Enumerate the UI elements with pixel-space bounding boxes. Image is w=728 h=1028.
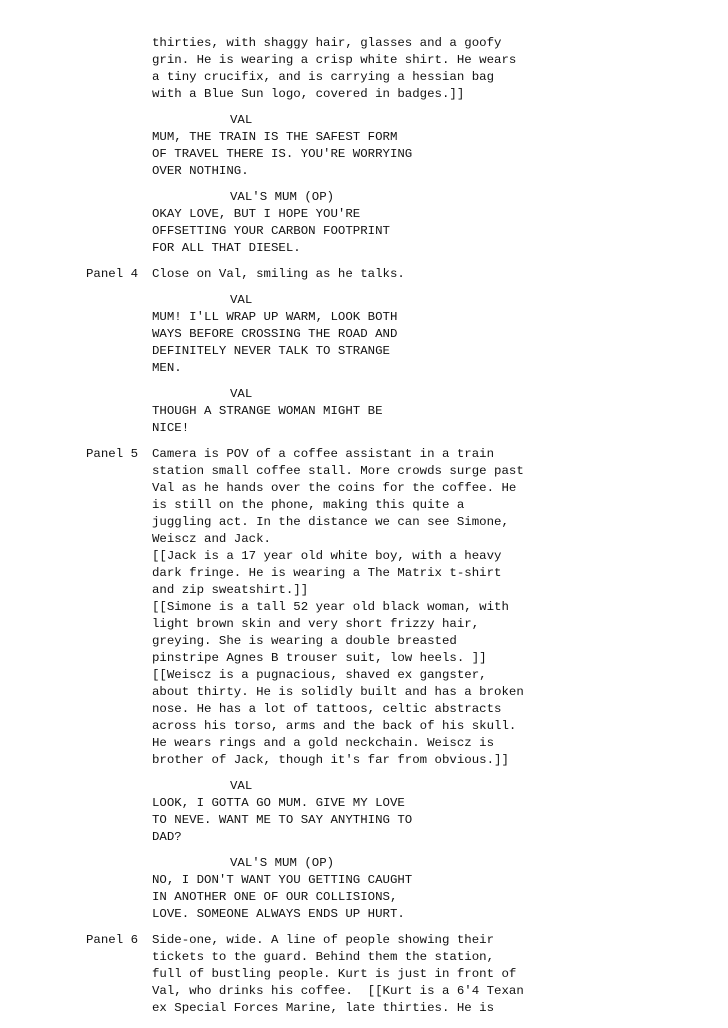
panel-label: Panel 5 (86, 447, 139, 461)
dialogue-line: DAD? (152, 830, 182, 844)
description-line: Val, who drinks his coffee. [[Kurt is a 6'4 Texan (152, 984, 524, 998)
description-line: across his torso, arms and the back of his skull. (152, 719, 517, 733)
description-line: [[Simone is a tall 52 year old black woman, with (152, 600, 509, 614)
dialogue-line: MEN. (152, 361, 182, 375)
description-line: and zip sweatshirt.]] (152, 583, 309, 597)
speaker-name: VAL'S MUM (OP) (230, 856, 335, 870)
description-line: a tiny crucifix, and is carrying a hessian bag (152, 70, 495, 84)
dialogue-line: DEFINITELY NEVER TALK TO STRANGE (152, 344, 390, 358)
speaker-name: VAL (230, 387, 253, 401)
description-line: with a Blue Sun logo, covered in badges.]] (152, 87, 465, 101)
description-line: Close on Val, smiling as he talks. (152, 267, 405, 281)
description-line: dark fringe. He is wearing a The Matrix t-shirt (152, 566, 502, 580)
dialogue-line: LOVE. SOMEONE ALWAYS ENDS UP HURT. (152, 907, 405, 921)
speaker-name: VAL'S MUM (OP) (230, 190, 335, 204)
description-line: about thirty. He is solidly built and has a broken (152, 685, 524, 699)
description-line: He wears rings and a gold neckchain. Weiscz is (152, 736, 495, 750)
description-line: tickets to the guard. Behind them the station, (152, 950, 495, 964)
description-line: full of bustling people. Kurt is just in front of (152, 967, 517, 981)
description-line: greying. She is wearing a double breasted (152, 634, 457, 648)
dialogue-line: NICE! (152, 421, 190, 435)
dialogue-line: FOR ALL THAT DIESEL. (152, 241, 301, 255)
description-line: Weiscz and Jack. (152, 532, 271, 546)
speaker-name: VAL (230, 779, 253, 793)
dialogue-line: OKAY LOVE, BUT I HOPE YOU'RE (152, 207, 361, 221)
description-line: Camera is POV of a coffee assistant in a train (152, 447, 495, 461)
dialogue-line: THOUGH A STRANGE WOMAN MIGHT BE (152, 404, 383, 418)
dialogue-line: OVER NOTHING. (152, 164, 249, 178)
description-line: station small coffee stall. More crowds surge past (152, 464, 524, 478)
dialogue-line: TO NEVE. WANT ME TO SAY ANYTHING TO (152, 813, 413, 827)
description-line: juggling act. In the distance we can see Simone, (152, 515, 509, 529)
description-line: brother of Jack, though it's far from obvious.]] (152, 753, 509, 767)
dialogue-line: WAYS BEFORE CROSSING THE ROAD AND (152, 327, 398, 341)
description-line: Side-one, wide. A line of people showing their (152, 933, 495, 947)
description-line: ex Special Forces Marine, late thirties. He is (152, 1001, 495, 1015)
description-line: Val as he hands over the coins for the coffee. He (152, 481, 517, 495)
dialogue-line: LOOK, I GOTTA GO MUM. GIVE MY LOVE (152, 796, 405, 810)
description-line: is still on the phone, making this quite a (152, 498, 465, 512)
description-line: light brown skin and very short frizzy hair, (152, 617, 480, 631)
description-line: [[Jack is a 17 year old white boy, with a heavy (152, 549, 502, 563)
dialogue-line: IN ANOTHER ONE OF OUR COLLISIONS, (152, 890, 398, 904)
dialogue-line: NO, I DON'T WANT YOU GETTING CAUGHT (152, 873, 413, 887)
description-line: thirties, with shaggy hair, glasses and a goofy (152, 36, 502, 50)
description-line: pinstripe Agnes B trouser suit, low heels. ]] (152, 651, 487, 665)
panel-label: Panel 6 (86, 933, 139, 947)
description-line: grin. He is wearing a crisp white shirt. He wears (152, 53, 517, 67)
speaker-name: VAL (230, 293, 253, 307)
description-line: nose. He has a lot of tattoos, celtic abstracts (152, 702, 502, 716)
dialogue-line: MUM, THE TRAIN IS THE SAFEST FORM (152, 130, 398, 144)
dialogue-line: OF TRAVEL THERE IS. YOU'RE WORRYING (152, 147, 413, 161)
speaker-name: VAL (230, 113, 253, 127)
description-line: [[Weiscz is a pugnacious, shaved ex gangster, (152, 668, 487, 682)
dialogue-line: OFFSETTING YOUR CARBON FOOTPRINT (152, 224, 390, 238)
panel-label: Panel 4 (86, 267, 139, 281)
dialogue-line: MUM! I'LL WRAP UP WARM, LOOK BOTH (152, 310, 398, 324)
